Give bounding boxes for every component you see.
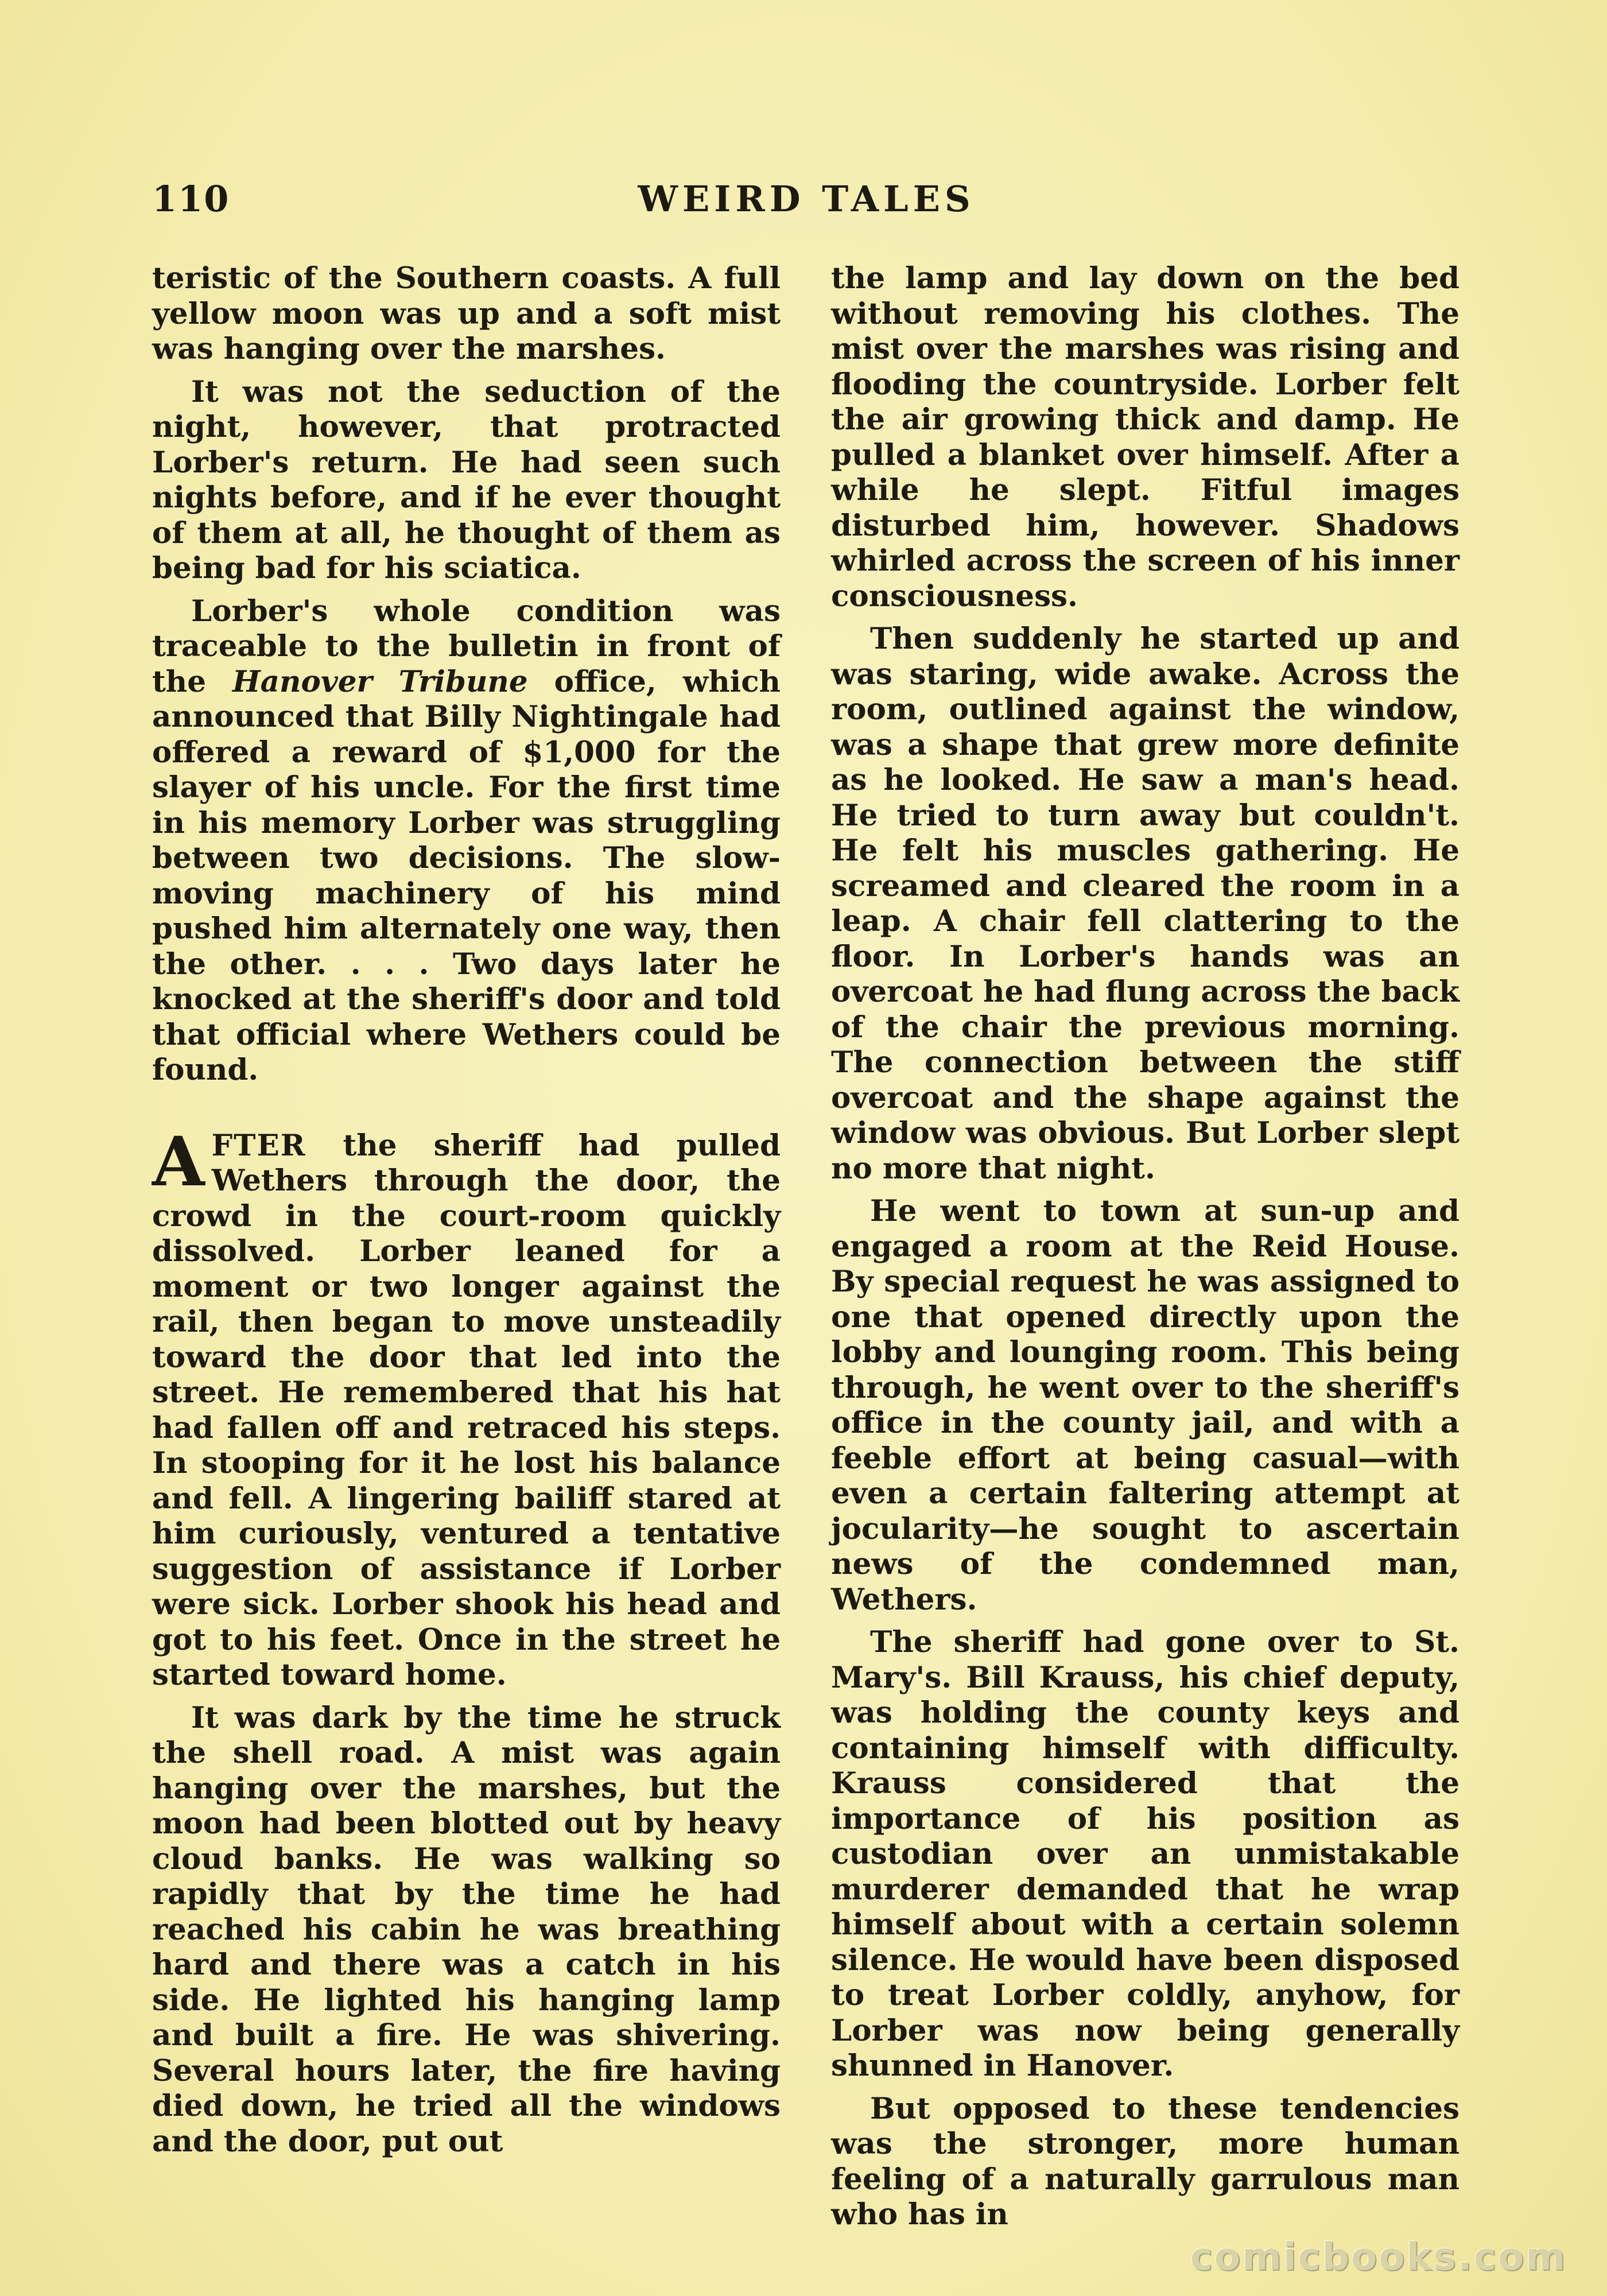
paragraph: The sheriff had gone over to St. Mary's. Bill Krauss, his chief deputy, was holding the county keys and containing himself with difficulty. Krauss considered that the importance of his position as custodian over an unmistakable murderer demanded that he wrap himself about with a certain solemn silence. He would have been disposed to treat Lorber coldly, anyhow, for Lorber was now being generally shunned in Hanover. — [831, 1625, 1460, 2083]
paragraph: the lamp and lay down on the bed without removing his clothes. The mist over the marshes was rising and flooding the countryside. Lorber felt the air growing thick and damp. He pulled a blanket over himself. After a while he slept. Fitful images disturbed him, however. Shadows whirled across the screen of his inner consciousness. — [831, 261, 1460, 614]
paragraph — [152, 594, 781, 1088]
small-caps-lead: FTER — [211, 1128, 306, 1163]
paragraph: He went to town at sun-up and engaged a room at the Reid House. By special request he was assigned to one that opened directly upon the lobby and lounging room. This being through, he went over to the sheriff's office in the county jail, and with a feeble effort at being casual—with even a certain faltering attempt at jocularity—he sought to ascertain news of the condemned man, Wethers. — [831, 1194, 1460, 1617]
paragraph: teristic of the Southern coasts. A full yellow moon was up and a soft mist was hanging over the marshes. — [152, 261, 781, 366]
paragraph: But opposed to these tendencies was the stronger, more human feeling of a naturally garrulous man who has in — [831, 2091, 1460, 2232]
paragraph-text: Lorber's whole condition was traceable to the bulletin in front of the — [152, 594, 781, 699]
paragraph: It was dark by the time he struck the shell road. A mist was again hanging over the marshes, but the moon had been blotted out by heavy cloud banks. He was walking so rapidly that by the time he had reached his cabin he was breathing hard and there was a catch in his side. He lighted his hanging lamp and built a fire. He was shivering. Several hours later, the fire having died down, he tried all the windows and the door, put out — [152, 1700, 781, 2159]
newspaper-title: Hanover Tribune — [232, 664, 528, 699]
paragraph: Then suddenly he started up and was staring, wide awake. Across the room, outlined against the window, was a shape that grew more definite as he looked. He saw a man's head. He tried to turn away but couldn't. He felt his muscles gathering. He screamed and cleared the room in a leap. A chair fell clattering to the floor. In Lorber's hands was an overcoat he had flung across the back of the chair the previous morning. The connection between the stiff overcoat and the shape against the window was obvious. But Lorber slept no more that night. — [831, 622, 1460, 1186]
page-header — [152, 178, 1461, 230]
page-number: 110 — [152, 178, 230, 220]
section-opening-paragraph — [152, 1121, 781, 1693]
drop-cap: A — [152, 1121, 205, 1201]
paragraph: It was not the seduction of the night, however, that protracted Lorber's return. He had seen such nights before, and if he ever thought of them at all, he thought of them as being bad for his sciatica. — [152, 374, 781, 585]
paragraph-text: office, which announced that Billy Nightingale had offered a reward of $1,000 for the slayer of his uncle. For the first time in his memory Lorber was struggling between two decisions. The slow-moving machinery of his mind pushed him alternately one way, then the other. . . . Two days later he knocked at the sheriff's door and told that official where Wethers could be found. — [152, 664, 781, 1087]
right-column — [831, 261, 1460, 2232]
watermark: comicbooks.com — [1190, 2235, 1567, 2279]
left-column — [152, 261, 781, 2159]
running-title: WEIRD TALES — [638, 178, 975, 220]
paragraph-text: the sheriff had pulled Wethers through the door, the crowd in the court-room quickly dissolved. Lorber leaned for a moment or two longer against the rail, then began to move unsteadily toward the door that led into the street. He remembered that his hat had fallen off and retraced his steps. In stooping for it he lost his balance and fell. A lingering bailiff stared at him curiously, ventured a tentative suggestion of assistance if Lorber were sick. Lorber shook his head and got to his feet. Once in the street he started toward home. — [152, 1128, 781, 1692]
